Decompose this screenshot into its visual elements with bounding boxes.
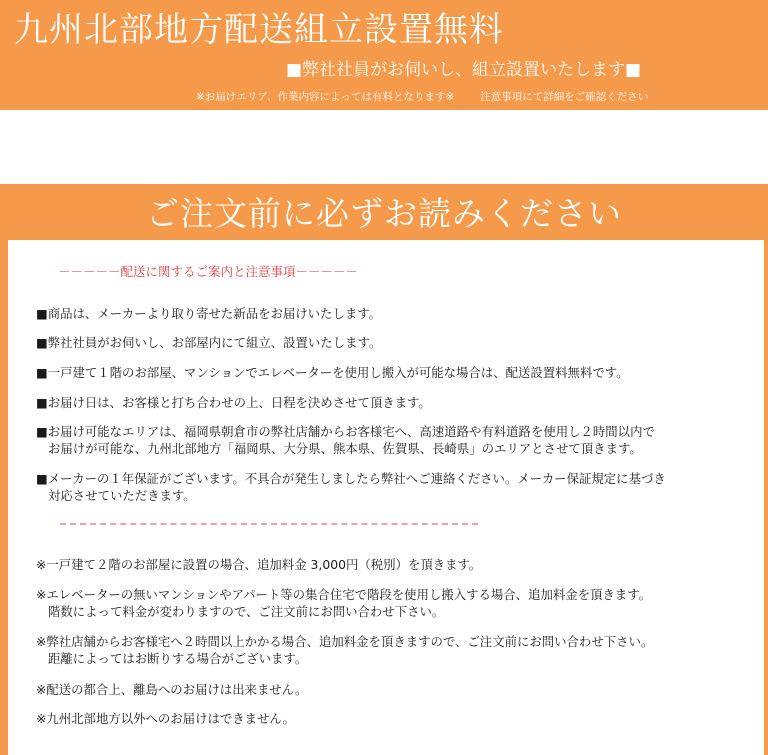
section-title: －－－－－配送に関するご案内と注意事項－－－－－ xyxy=(58,264,359,279)
note-item-line: ※一戸建て２階のお部屋に設置の場合、追加料金 3,000円（税別）を頂きます。 xyxy=(36,557,482,572)
notice-item xyxy=(36,364,629,381)
notice-item-line: ■一戸建て１階のお部屋、マンションでエレベーターを使用し搬入が可能な場合は、配送設置料無料です。 xyxy=(36,365,629,380)
note-item xyxy=(36,633,653,667)
note-item-line: 階数によって料金が変わりますので、ご注文前にお問い合わせ下さい。 xyxy=(48,604,445,619)
note-item-line: ※弊社店舗からお客様宅へ２時間以上かかる場合、追加料金を頂きますので、ご注文前にお問い合わせ下さい。 xyxy=(36,634,654,649)
notice-item-line: 対応させていただきます。 xyxy=(48,488,196,503)
note-item-line: ※エレベーターの無いマンションやアパート等の集合住宅で階段を使用し搬入する場合、追加料金を頂きます。 xyxy=(36,587,651,602)
notice-item xyxy=(36,470,666,504)
notice-item-line: ■お届け日は、お客様と打ち合わせの上、日程を決めさせて頂きます。 xyxy=(36,395,431,410)
banner-note xyxy=(196,90,674,104)
notice-item-line: ■弊社社員がお伺いし、お部屋内にて組立、設置いたします。 xyxy=(36,335,382,350)
note-item-line: ※九州北部地方以外へのお届けはできません。 xyxy=(36,711,295,726)
divider xyxy=(60,523,478,525)
banner-title: 九州北部地方配送組立設置無料 xyxy=(14,10,504,50)
notice-item xyxy=(36,305,381,322)
notice-heading: ご注文前に必ずお読みください xyxy=(146,194,622,233)
note-item xyxy=(36,586,651,620)
note-item xyxy=(36,556,481,573)
banner-subtitle: ■弊社社員がお伺いし、組立設置いたします■ xyxy=(286,60,642,80)
note-item-line: ※配送の都合上、離島へのお届けは出来ません。 xyxy=(36,682,308,697)
notice-item-line: ■商品は、メーカーより取り寄せた新品をお届けいたします。 xyxy=(36,306,382,321)
banner-note-left: ※お届けエリア、作業内容によっては有料となります※ xyxy=(196,91,455,103)
note-item xyxy=(36,710,295,727)
note-item xyxy=(36,681,307,698)
notice-item xyxy=(36,334,381,351)
notice-item-line: ■お届け可能なエリアは、福岡県朝倉市の弊社店舗からお客様宅へ、高速道路や有料道路を使用し２時間以内で xyxy=(36,424,655,439)
banner-note-right: 注意事項にて詳細をご確認ください xyxy=(480,91,649,103)
notice-item-line: ■メーカーの１年保証がございます。不具合が発生しましたら弊社へご連絡ください。メーカー保証規定に基づき xyxy=(36,471,666,486)
notice-item xyxy=(36,423,655,457)
note-item-line: 距離によってはお断りする場合がございます。 xyxy=(48,651,308,666)
notice-item xyxy=(36,394,431,411)
notice-item-line: お届けが可能な、九州北部地方「福岡県、大分県、熊本県、佐賀県、長崎県」のエリアとさせて頂きます。 xyxy=(48,441,642,456)
